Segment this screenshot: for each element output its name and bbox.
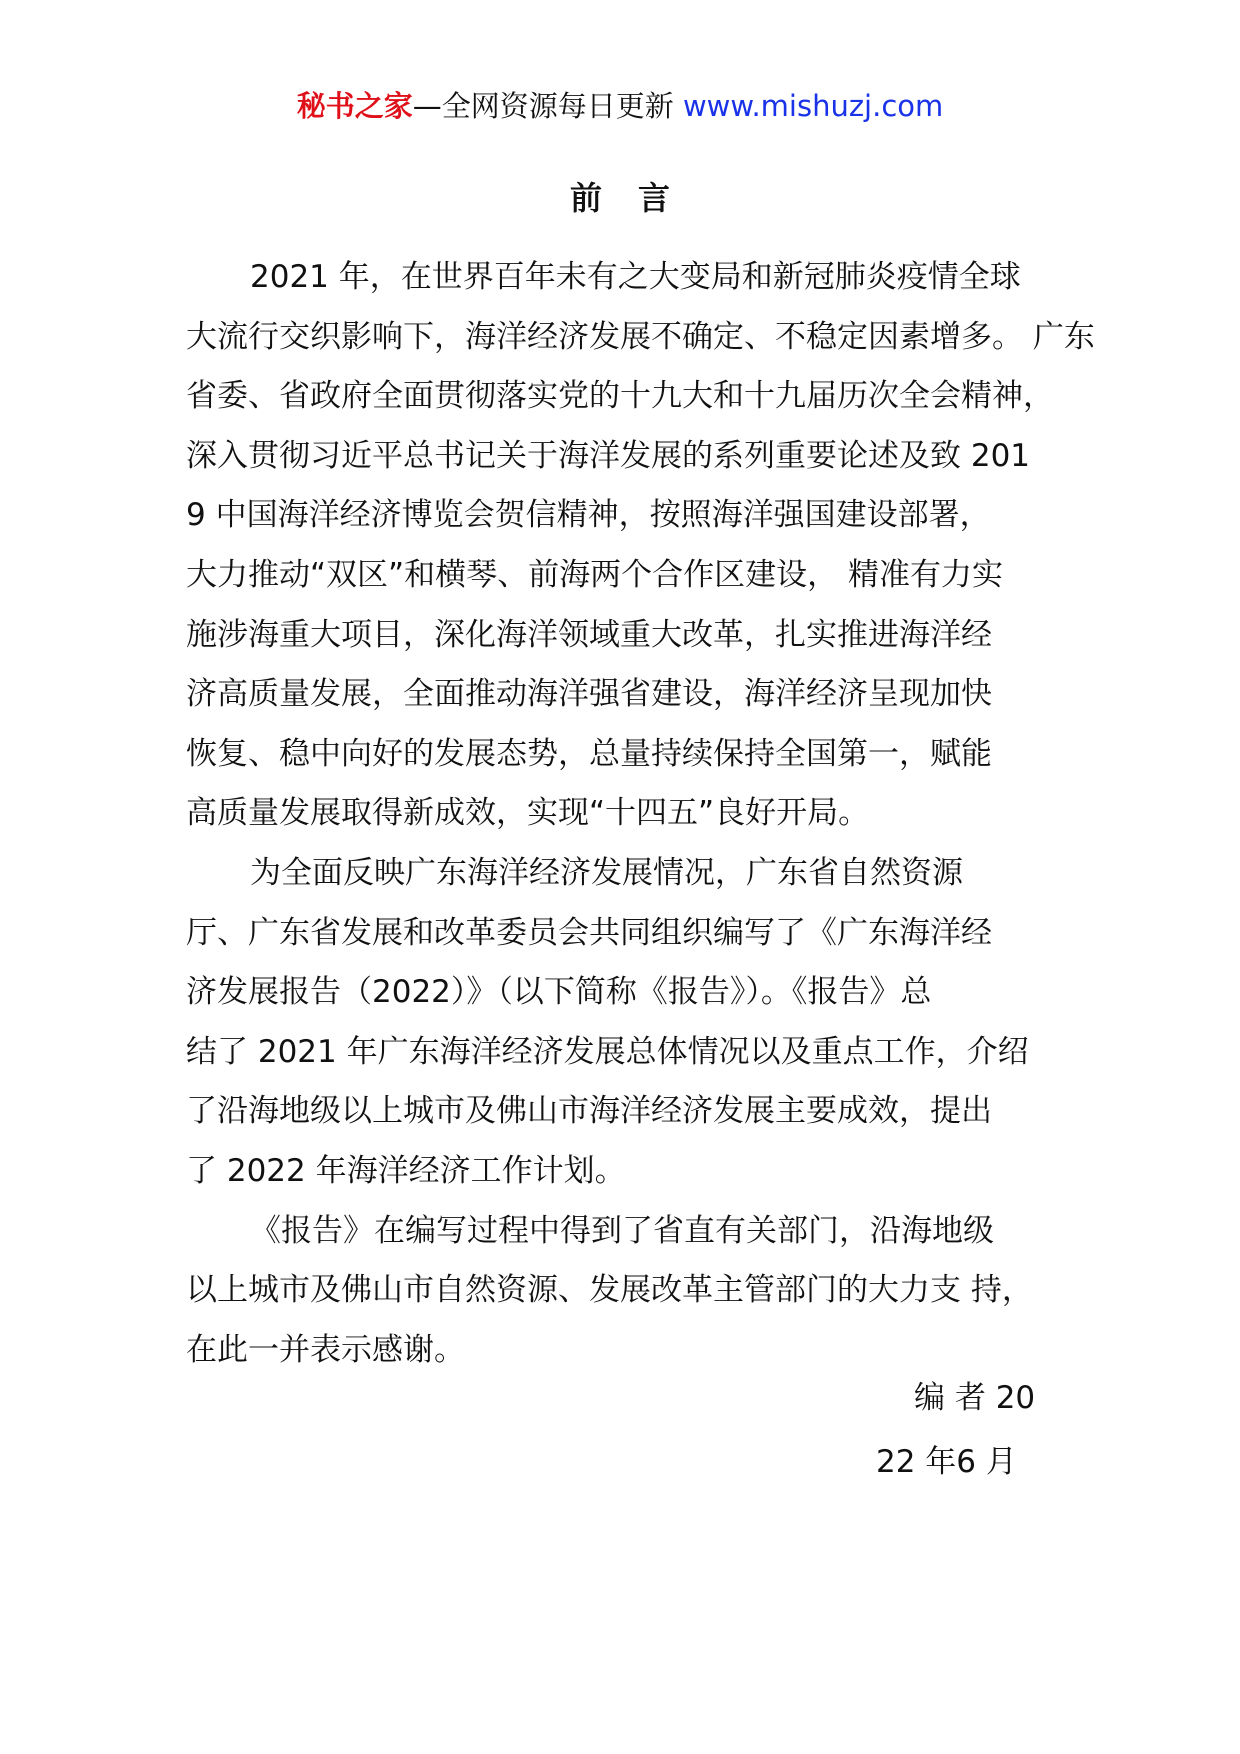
site-url-link[interactable]: www.mishuzj.com	[682, 89, 944, 123]
paragraph-1-line-9: 恢复、稳中向好的发展态势，总量持续保持全国第一，赋能	[186, 735, 992, 772]
paragraph-3-line-2: 以上城市及佛山市自然资源、发展改革主管部门的大力支 持，	[186, 1272, 1033, 1309]
site-header	[0, 86, 1240, 126]
paragraph-1-line-2: 大流行交织影响下，海洋经济发展不确定、不稳定因素增多。 广东	[186, 318, 1095, 355]
paragraph-1-line-5: 9 中国海洋经济博览会贺信精神，按照海洋强国建设部署，	[186, 497, 991, 534]
header-tagline: —全网资源每日更新	[412, 89, 674, 123]
document-body	[186, 248, 1095, 1380]
paragraph-2-line-1: 为全面反映广东海洋经济发展情况，广东省自然资源	[250, 854, 963, 891]
signature-date: 22 年6 月	[876, 1444, 1017, 1480]
paragraph-1-line-7: 施涉海重大项目，深化海洋领域重大改革，扎实推进海洋经	[186, 616, 992, 653]
paragraph-2-line-2: 厅、广东省发展和改革委员会共同组织编写了《广东海洋经	[186, 914, 992, 951]
paragraph-1-line-6: 大力推动“双区”和横琴、前海两个合作区建设， 精准有力实	[186, 556, 1003, 593]
signature-editor: 编 者 20	[914, 1380, 1036, 1416]
paragraph-2-line-3: 济发展报告（2022）》（以下简称《报告》）。《报告》总	[186, 974, 932, 1011]
paragraph-1-line-3: 省委、省政府全面贯彻落实党的十九大和十九届历次全会精神，	[186, 378, 1054, 415]
document-title: 前言	[569, 179, 706, 217]
paragraph-2-line-4: 结了 2021 年广东海洋经济发展总体情况以及重点工作，介绍	[186, 1033, 1029, 1070]
paragraph-1-line-1: 2021 年，在世界百年未有之大变局和新冠肺炎疫情全球	[250, 259, 1021, 295]
paragraph-2-line-5: 了沿海地级以上城市及佛山市海洋经济发展主要成效，提出	[186, 1093, 992, 1130]
paragraph-1-line-4: 深入贯彻习近平总书记关于海洋发展的系列重要论述及致 201	[186, 437, 1031, 474]
paragraph-1-line-10: 高质量发展取得新成效，实现“十四五”良好开局。	[186, 795, 870, 832]
paragraph-2-line-6: 了 2022 年海洋经济工作计划。	[186, 1152, 626, 1189]
brand-name: 秘书之家	[296, 89, 413, 123]
paragraph-3-line-1: 《报告》在编写过程中得到了省直有关部门，沿海地级	[250, 1212, 994, 1249]
paragraph-1-line-8: 济高质量发展，全面推动海洋强省建设，海洋经济呈现加快	[186, 676, 992, 713]
paragraph-3-line-3: 在此一并表示感谢。	[186, 1331, 465, 1368]
